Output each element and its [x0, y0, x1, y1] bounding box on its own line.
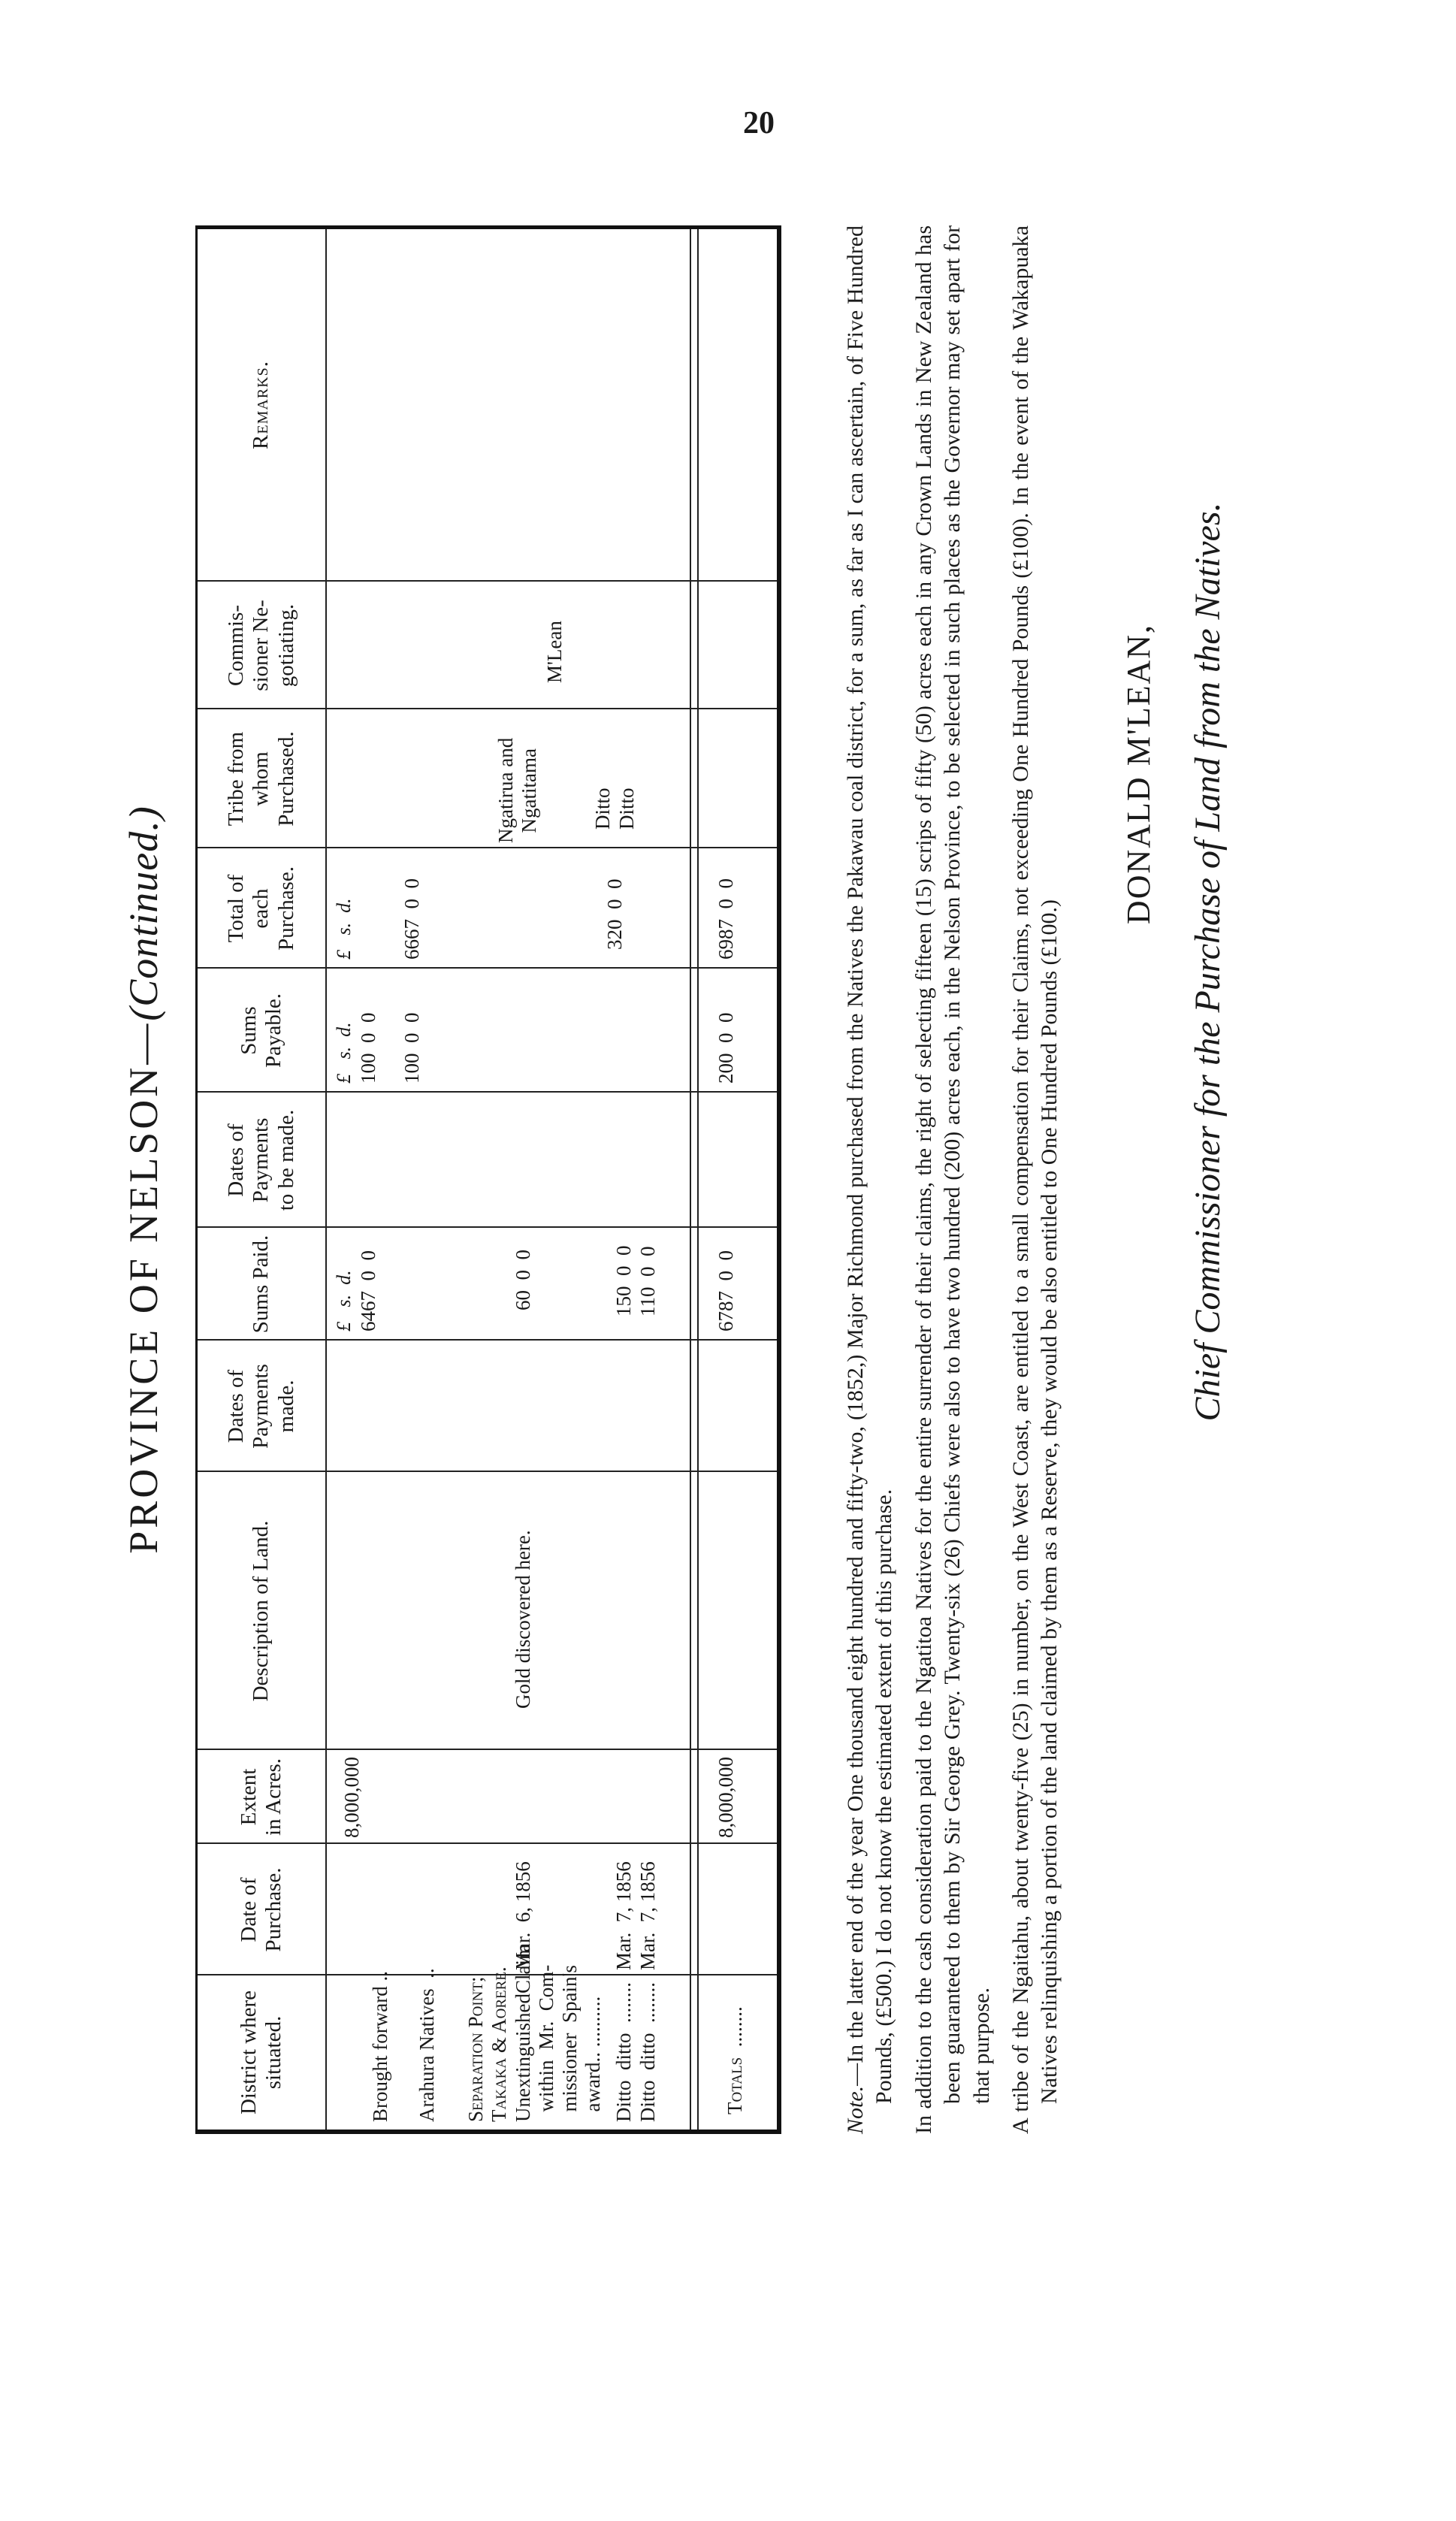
cell-district-arahura: Arahura Natives ..	[415, 1968, 438, 2122]
cell-commissioner: M'Lean	[543, 621, 566, 683]
cell-date-separation: Mar. 6, 1856	[512, 1861, 534, 1970]
cell-date-ditto-2: Mar. 7, 1856	[636, 1861, 659, 1970]
currency-units-paid: £ s. d.	[333, 1270, 355, 1332]
cell-date-ditto-1: Mar. 7, 1856	[612, 1861, 635, 1970]
header-sums-paid: Sums Paid.	[249, 1235, 273, 1334]
cell-total-arahura: 6667 0 0	[400, 878, 423, 960]
currency-units-total: £ s. d.	[333, 898, 355, 960]
totals-rule	[697, 229, 699, 2130]
title-continued: (Continued.)	[121, 806, 166, 1021]
signature-title: Chief Commissioner for the Purchase of Land from the Natives.	[1188, 502, 1228, 1422]
header-dates-made: Dates of Payments made.	[223, 1364, 298, 1449]
header-date: Date of Purchase.	[236, 1867, 285, 1952]
signature-name: DONALD M'LEAN,	[1120, 623, 1157, 925]
cell-district-separation-heading: Separation Point; Takaka & Aorere.	[464, 1966, 511, 2122]
cell-district-separation: UnextinguishedClaim within Mr. Com- missioner Spain's award.. ..........	[512, 1944, 605, 2122]
cell-sums-paid-brought-forward: 6467 0 0	[357, 1250, 379, 1332]
note-text-1: —In the latter end of the year One thousand eight hundred and fifty-two, (1852,) Major Richmond purchased from the Natives the Pakawau coal district, for a sum, as far as I can ascertain, of Five Hundred Pounds, (£500.) I do not know the estimated extent of this purchase.	[843, 225, 897, 2104]
cell-totals-total: 6987 0 0	[714, 878, 737, 960]
title-main: PROVINCE OF NELSON—	[121, 1020, 166, 1554]
cell-totals-extent: 8,000,000	[714, 1757, 737, 1838]
header-district: District where situated.	[236, 1990, 285, 2115]
note-paragraph-2: In addition to the cash consideration paid to the Ngatitoa Natives for the entire surrender of their claims, the right of selecting fifteen (15) scrips of fifty (50) acres each in any Crown Lands in New Zealand has been guaranteed to them by Sir George Grey. Twenty-six (26) Chiefs were also to have two hundred (200) acres each, in the Nelson Province, to be selected in such places as the Governor may set apart for that purpose.	[911, 225, 994, 2134]
rotated-sheet	[120, 195, 1337, 2164]
currency-units-payable: £ s. d.	[333, 1022, 355, 1084]
cell-tribe-ditto-1: Ditto	[591, 787, 614, 830]
cell-totals-sums-paid: 6787 0 0	[714, 1250, 737, 1332]
note-paragraph-1	[841, 225, 899, 2134]
header-total: Total of each Purchase.	[223, 866, 298, 951]
header-dates-to-be: Dates of Payments to be made.	[223, 1109, 298, 1211]
page-title	[120, 195, 167, 2164]
cell-tribe-separation: Ngatirua and Ngatitama	[494, 737, 541, 843]
header-sums-payable: Sums Payable.	[236, 993, 285, 1069]
cell-sums-payable-brought-forward: 100 0 0	[357, 1012, 379, 1084]
cell-district-ditto-2: Ditto ditto ........	[636, 1981, 659, 2122]
cell-sums-paid-ditto-2: 110 0 0	[636, 1246, 659, 1316]
note-paragraph-3: A tribe of the Ngaitahu, about twenty-five (25) in number, on the West Coast, are entitled to a small compensation for their Claims, not exceeding One Hundred Pounds (£100). In the event of the Wakapuaka Natives relinquishing a portion of the land claimed by them as a Reserve, they would be also entitled to One Hundred Pounds (£100.)	[1007, 225, 1062, 2134]
page-number: 20	[743, 106, 775, 141]
cell-sums-paid-separation: 60 0 0	[512, 1250, 534, 1310]
notes-section	[841, 225, 1075, 2134]
cell-district-brought-forward: Brought forward ..	[369, 1971, 391, 2122]
cell-sums-paid-ditto-1: 150 0 0	[612, 1245, 635, 1316]
totals-rule	[690, 229, 691, 2130]
cell-tribe-ditto-2: Ditto	[615, 787, 638, 830]
header-remarks: Remarks.	[249, 361, 273, 449]
note-label: Note.	[843, 2085, 868, 2134]
header-rule	[325, 229, 327, 2130]
cell-total-separation: 320 0 0	[603, 878, 626, 950]
cell-sums-payable-arahura: 100 0 0	[400, 1012, 423, 1084]
cell-description-separation: Gold discovered here.	[512, 1530, 534, 1709]
header-commissioner: Commis- sioner Ne- gotiating.	[223, 600, 298, 691]
land-purchase-table	[195, 225, 781, 2134]
cell-totals-sums-payable: 200 0 0	[714, 1012, 737, 1084]
header-description: Description of Land.	[249, 1520, 273, 1702]
header-tribe: Tribe from whom Purchased.	[223, 731, 298, 827]
cell-totals-label: Totals ........	[723, 2006, 746, 2114]
cell-district-ditto-1: Ditto ditto ........	[612, 1981, 635, 2122]
header-extent: Extent in Acres.	[236, 1758, 285, 1836]
cell-extent-arahura: 8,000,000	[340, 1757, 363, 1838]
